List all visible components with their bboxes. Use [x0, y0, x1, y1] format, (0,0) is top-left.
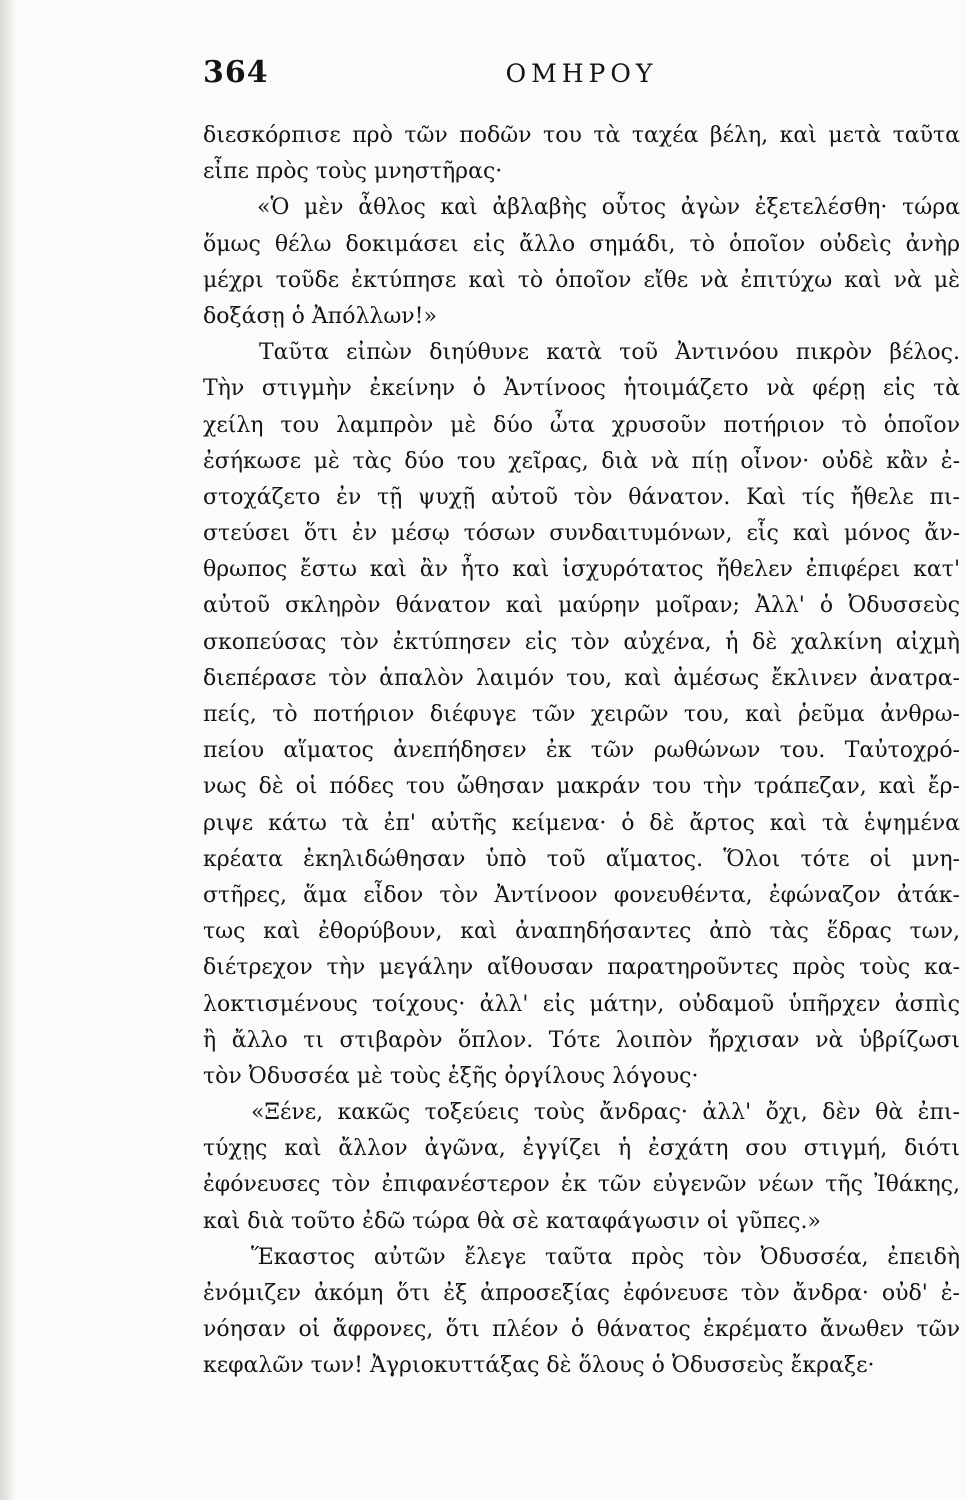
text-line: νόησαν οἱ ἄφρονες, ὅτι πλέον ὁ θάνατος ἐκρέματο ἄνωθεν τῶν	[203, 1317, 960, 1343]
text-line: νως δὲ οἱ πόδες του ὤθησαν μακράν του τὴν τράπεζαν, καὶ ἔρ-	[203, 774, 960, 800]
text-line: χείλη του λαμπρὸν μὲ δύο ὦτα χρυσοῦν ποτήριον τὸ ὁποῖον	[203, 412, 960, 438]
page-header	[203, 55, 960, 99]
text-line: πείου αἵματος ἀνεπήδησεν ἐκ τῶν ρωθώνων του. Ταὐτοχρό-	[203, 738, 960, 764]
text-line: τύχῃς καὶ ἄλλον ἀγῶνα, ἐγγίζει ἡ ἐσχάτη σου στιγμή, διότι	[203, 1136, 960, 1162]
text-line: κεφαλῶν των! Ἀγριοκυττάξας δὲ ὅλους ὁ Ὀδυσσεὺς ἔκραξε·	[203, 1353, 875, 1379]
text-line: ριψε κάτω τὰ ἐπ' αὐτῆς κείμενα· ὁ δὲ ἄρτος καὶ τὰ ἑψημένα	[203, 810, 960, 836]
text-line: ὅμως θέλω δοκιμάσει εἰς ἄλλο σημάδι, τὸ ὁποῖον οὐδεὶς ἀνὴρ	[203, 231, 960, 257]
text-line: διέτρεχον τὴν μεγάλην αἴθουσαν παρατηροῦντες πρὸς τοὺς κα-	[203, 955, 960, 981]
text-line: τὸν Ὀδυσσέα μὲ τοὺς ἑξῆς ὀργίλους λόγους·	[203, 1063, 699, 1089]
text-line: Ἕκαστος αὐτῶν ἔλεγε ταῦτα πρὸς τὸν Ὀδυσσέα, ἐπειδὴ	[251, 1244, 960, 1270]
text-line: λοκτισμένους τοίχους· ἀλλ' εἰς μάτην, οὐδαμοῦ ὑπῆρχεν ἀσπὶς	[203, 991, 960, 1017]
page-spine-shadow	[0, 0, 14, 1500]
text-line: διεσκόρπισε πρὸ τῶν ποδῶν του τὰ ταχέα βέλη, καὶ μετὰ ταῦτα	[203, 123, 960, 148]
text-line: πείς, τὸ ποτήριον διέφυγε τῶν χειρῶν του, καὶ ῥεῦμα ἀνθρω-	[203, 702, 960, 727]
text-line: ἐφόνευσες τὸν ἐπιφανέστερον ἐκ τῶν εὐγενῶν νέων τῆς Ἰθάκης,	[203, 1172, 960, 1198]
text-line: στοχάζετο ἐν τῇ ψυχῇ αὐτοῦ τὸν θάνατον. Καὶ τίς ἤθελε πι-	[203, 484, 960, 510]
page-number: 364	[203, 55, 269, 90]
text-line: ἐνόμιζεν ἀκόμη ὅτι ἐξ ἀπροσεξίας ἐφόνευσε τὸν ἄνδρα· οὐδ' ἐ-	[203, 1281, 960, 1306]
running-head: ΟΜΗΡΟΥ	[505, 59, 658, 88]
text-line: θρωπος ἔστω καὶ ἂν ἦτο καὶ ἰσχυρότατος ἤθελεν ἐπιφέρει κατ'	[203, 557, 960, 583]
text-line: στεύσει ὅτι ἐν μέσῳ τόσων συνδαιτυμόνων, εἷς καὶ μόνος ἄν-	[203, 521, 960, 547]
text-line: καὶ διὰ τοῦτο ἐδῶ τώρα θὰ σὲ καταφάγωσιν οἱ γῦπες.»	[203, 1208, 821, 1234]
text-line: Τὴν στιγμὴν ἐκείνην ὁ Ἀντίνοος ἡτοιμάζετο νὰ φέρῃ εἰς τὰ	[203, 376, 960, 402]
text-line: τως καὶ ἐθορύβουν, καὶ ἀναπηδήσαντες ἀπὸ τὰς ἕδρας των,	[203, 919, 960, 945]
text-line: διεπέρασε τὸν ἁπαλὸν λαιμόν του, καὶ ἀμέσως ἔκλινεν ἀνατρα-	[203, 665, 960, 691]
text-line: αὐτοῦ σκληρὸν θάνατον καὶ μαύρην μοῖραν; Ἀλλ' ὁ Ὀδυσσεὺς	[203, 593, 960, 619]
body-text	[203, 118, 960, 1385]
text-line: κρέατα ἐκηλιδώθησαν ὑπὸ τοῦ αἵματος. Ὅλοι τότε οἱ μνη-	[203, 846, 960, 872]
text-line: δοξάσῃ ὁ Ἀπόλλων!»	[203, 303, 437, 329]
text-line: «Ξένε, κακῶς τοξεύεις τοὺς ἄνδρας· ἀλλ' ὄχι, δὲν θὰ ἐπι-	[251, 1100, 960, 1126]
text-line: ἢ ἄλλο τι στιβαρὸν ὅπλον. Τότε λοιπὸν ἤρχισαν νὰ ὑβρίζωσι	[203, 1027, 960, 1053]
text-line: σκοπεύσας τὸν ἐκτύπησεν εἰς τὸν αὐχένα, ἡ δὲ χαλκίνη αἰχμὴ	[203, 629, 960, 655]
text-line: Ταῦτα εἰπὼν διηύθυνε κατὰ τοῦ Ἀντινόου πικρὸν βέλος.	[259, 340, 960, 366]
text-line: μέχρι τοῦδε ἐκτύπησε καὶ τὸ ὁποῖον εἴθε νὰ ἐπιτύχω καὶ νὰ μὲ	[203, 267, 960, 293]
text-line: εἶπε πρὸς τοὺς μνηστῆρας·	[203, 159, 503, 185]
text-line: στῆρες, ἅμα εἶδον τὸν Ἀντίνοον φονευθέντα, ἐφώναζον ἀτάκ-	[203, 882, 960, 908]
text-line: ἐσήκωσε μὲ τὰς δύο του χεῖρας, διὰ νὰ πίῃ οἶνον· οὐδὲ κἂν ἐ-	[203, 448, 960, 474]
text-line: «Ὁ μὲν ἆθλος καὶ ἀβλαβὴς οὗτος ἀγὼν ἐξετελέσθη· τώρα	[257, 195, 960, 221]
